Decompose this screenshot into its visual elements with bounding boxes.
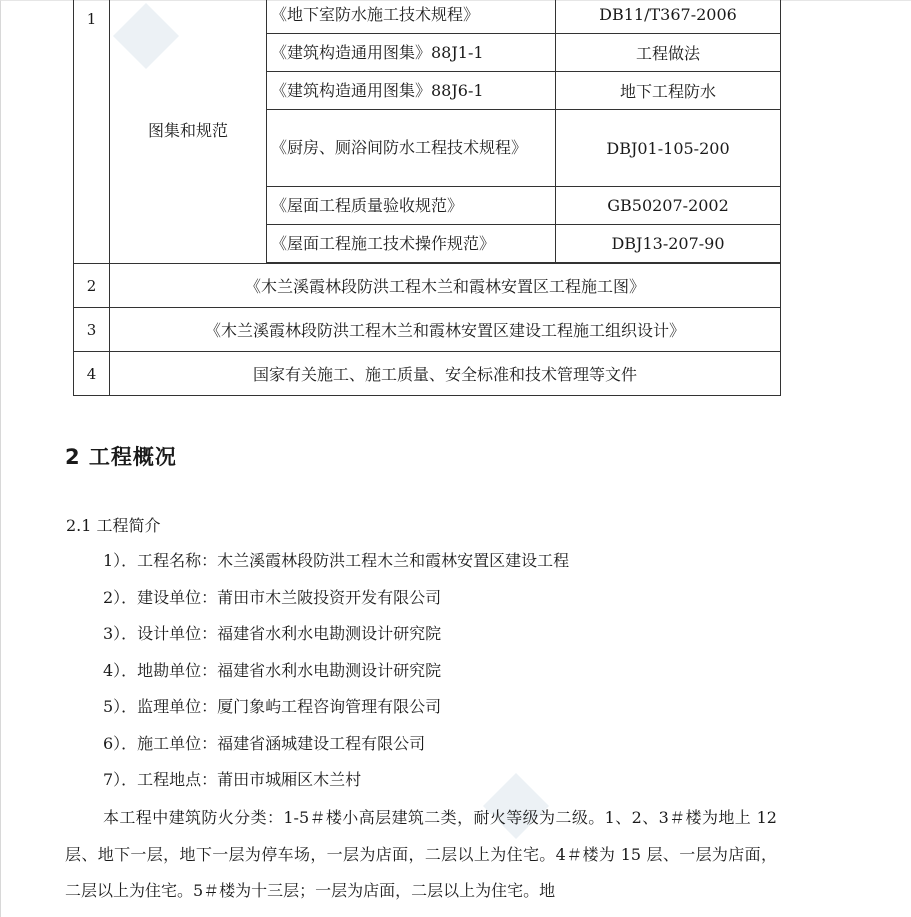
list-item: 3）．设计单位：福建省水利水电勘测设计研究院 [103, 624, 442, 643]
row-number: 2 [74, 264, 110, 308]
list-item: 2）．建设单位：莆田市木兰陂投资开发有限公司 [103, 587, 442, 607]
table-row [74, 0, 781, 34]
doc-code: 地下工程防水 [556, 72, 781, 110]
row-number: 4 [74, 352, 110, 396]
list-item: 6）．施工单位：福建省涵城建设工程有限公司 [103, 733, 426, 753]
list-item: 4）．地勘单位：福建省水利水电勘测设计研究院 [103, 660, 442, 680]
doc-code: DBJ13-207-90 [556, 225, 781, 263]
doc-title: 《建筑构造通用图集》88J6-1 [267, 72, 556, 110]
row-number: 3 [74, 308, 110, 352]
list-item: 5）．监理单位：厦门象屿工程咨询管理有限公司 [103, 697, 442, 716]
list-item: 1）．工程名称：木兰溪霞林段防洪工程木兰和霞林安置区建设工程 [103, 551, 570, 570]
doc-title: 《地下室防水施工技术规程》 [267, 0, 556, 34]
doc-title: 《屋面工程施工技术操作规范》 [267, 225, 556, 263]
table-row [74, 352, 781, 396]
doc-title: 《木兰溪霞林段防洪工程木兰和霞林安置区工程施工图》 [110, 264, 781, 308]
doc-title: 《厨房、厕浴间防水工程技术规程》 [267, 110, 556, 187]
doc-title: 国家有关施工、施工质量、安全标准和技术管理等文件 [110, 352, 781, 396]
body-paragraph: 本工程中建筑防火分类：1-5＃楼小高层建筑二类，耐火等级为二级。1、2、3＃楼为地上 12 层、地下一层，地下一层为停车场，一层为店面，二层以上为住宅。4＃楼为 15 层、一层为店面，二层以上为住宅。5＃楼为十三层；一层为店面，二层以上为住宅。地 [65, 808, 777, 900]
doc-title: 《屋面工程质量验收规范》 [267, 187, 556, 225]
doc-code: 工程做法 [556, 34, 781, 72]
doc-code: DB11/T367-2006 [556, 0, 781, 34]
doc-code: GB50207-2002 [556, 187, 781, 225]
reference-table [73, 0, 781, 396]
doc-code: DBJ01-105-200 [556, 110, 781, 187]
table-row [74, 308, 781, 352]
section-heading: 2 工程概况 [65, 445, 177, 469]
list-item: 7）．工程地点：莆田市城厢区木兰村 [103, 770, 362, 789]
row-number: 1 [74, 0, 110, 264]
doc-title: 《建筑构造通用图集》88J1-1 [267, 34, 556, 72]
subsection-heading: 2.1 工程简介 [66, 516, 161, 535]
project-info-list [103, 546, 569, 802]
group-label: 图集和规范 [110, 0, 267, 264]
doc-title: 《木兰溪霞林段防洪工程木兰和霞林安置区建设工程施工组织设计》 [110, 308, 781, 352]
table-row [74, 264, 781, 308]
